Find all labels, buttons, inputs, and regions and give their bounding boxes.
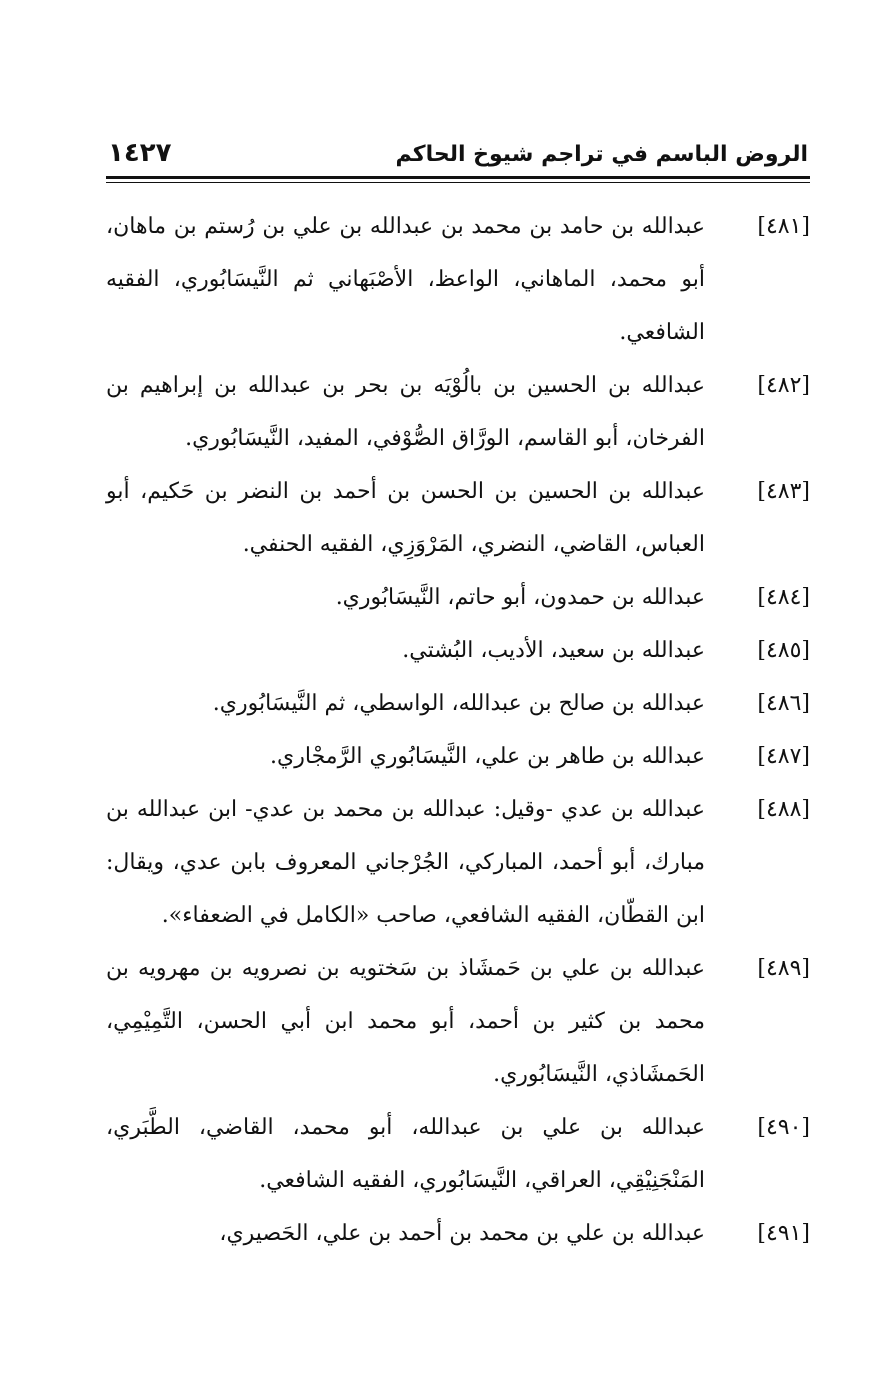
entry-487	[106, 730, 810, 783]
entry-489	[106, 942, 810, 1101]
entry-481	[106, 200, 810, 359]
entry-491	[106, 1207, 810, 1260]
entry-number: [٤٩١]	[757, 1221, 810, 1246]
entry-482	[106, 359, 810, 465]
entry-text: عبدالله بن حمدون، أبو حاتم، النَّيسَابُوري.	[335, 585, 705, 610]
entry-488	[106, 783, 810, 942]
page-number: ١٤٢٧	[108, 138, 172, 168]
entry-483	[106, 465, 810, 571]
entry-485	[106, 624, 810, 677]
entry-text: عبدالله بن صالح بن عبدالله، الواسطي، ثم النَّيسَابُوري.	[212, 691, 705, 716]
entry-text: عبدالله بن عدي -وقيل: عبدالله بن محمد بن عدي- ابن عبدالله بن مبارك، أبو أحمد، المباركي، الجُرْجاني المعروف بابن عدي، ويقال: ابن القطّان، الفقيه الشافعي، صاحب «الكامل في الضعفاء».	[106, 797, 705, 928]
entry-number: [٤٨٧]	[757, 744, 810, 769]
entry-text: عبدالله بن سعيد، الأديب، البُشتي.	[402, 638, 705, 663]
entry-text: عبدالله بن الحسين بن بالُوْيَه بن بحر بن عبدالله بن إبراهيم بن الفرخان، أبو القاسم، الورَّاق الصُّوْفي، المفيد، النَّيسَابُوري.	[106, 373, 705, 451]
entry-number: [٤٩٠]	[757, 1115, 810, 1140]
entry-number: [٤٨١]	[757, 214, 810, 239]
entries-list	[106, 200, 810, 1260]
entry-number: [٤٨٤]	[757, 585, 810, 610]
entry-486	[106, 677, 810, 730]
entry-text: عبدالله بن علي بن حَمشَاذ بن سَختويه بن نصرويه بن مهرويه بن محمد بن كثير بن أحمد، أبو محمد ابن أبي الحسن، التَّمِيْمِي، الحَمشَاذي، النَّيسَابُوري.	[106, 956, 705, 1087]
page-header	[108, 130, 808, 174]
entry-number: [٤٨٣]	[757, 479, 810, 504]
entry-number: [٤٨٦]	[757, 691, 810, 716]
entry-text: عبدالله بن طاهر بن علي، النَّيسَابُوري الرَّمجْاري.	[270, 744, 705, 769]
entry-text: عبدالله بن حامد بن محمد بن عبدالله بن علي بن رُستم بن ماهان، أبو محمد، الماهاني، الواعظ، الأصْبَهاني ثم النَّيسَابُوري، الفقيه الشافعي.	[106, 214, 705, 345]
header-rule-thick	[106, 176, 810, 179]
entry-number: [٤٨٩]	[757, 956, 810, 981]
entry-text: عبدالله بن الحسين بن الحسن بن أحمد بن النضر بن حَكيم، أبو العباس، القاضي، النضري، المَرْوَزِي، الفقيه الحنفي.	[106, 479, 705, 557]
entry-number: [٤٨٢]	[757, 373, 810, 398]
entry-484	[106, 571, 810, 624]
entry-text: عبدالله بن علي بن عبدالله، أبو محمد، القاضي، الطَّبَري، المَنْجَنِيْقِي، العراقي، النَّيسَابُوري، الفقيه الشافعي.	[106, 1115, 705, 1193]
running-title: الروض الباسم في تراجم شيوخ الحاكم	[395, 142, 808, 167]
entry-490	[106, 1101, 810, 1207]
header-rule-thin	[106, 182, 810, 183]
entry-number: [٤٨٨]	[757, 797, 810, 822]
entry-text: عبدالله بن علي بن محمد بن أحمد بن علي، الحَصيري،	[219, 1221, 705, 1246]
entry-number: [٤٨٥]	[757, 638, 810, 663]
